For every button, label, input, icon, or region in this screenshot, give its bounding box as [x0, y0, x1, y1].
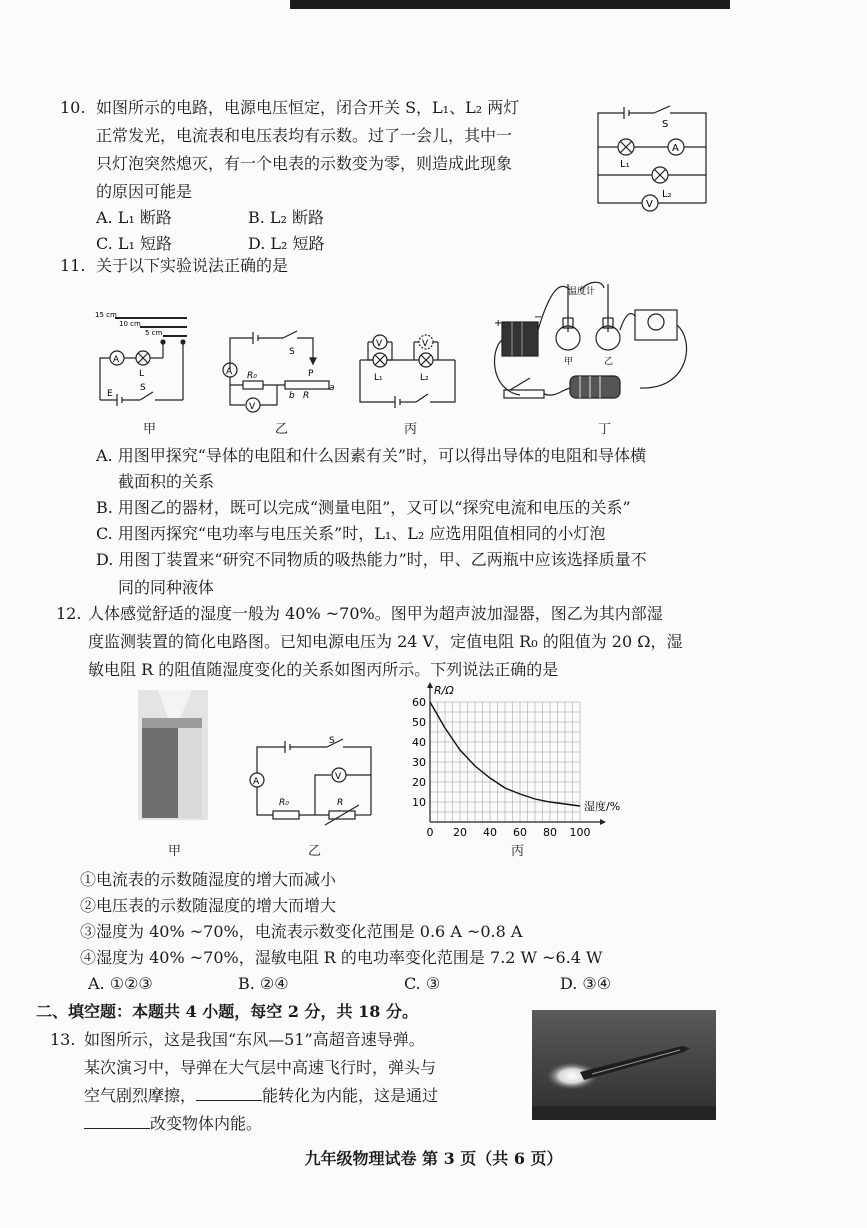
q13-text-end: 改变物体内能。 [150, 1114, 263, 1133]
q11-yi-label-a-end: a [329, 383, 335, 393]
q12-circuit-label-v: V [335, 772, 342, 782]
q11-yi-label-v: V [249, 402, 256, 412]
q12-number: 12. [56, 604, 82, 623]
chart-y-tick-label: 20 [412, 776, 426, 789]
q11-option-a[interactable]: A. 用图甲探究“导体的电阻和什么因素有关”时，可以得出导体的电阻和导体横 [96, 446, 647, 465]
q12-caption-jia: 甲 [168, 844, 182, 859]
q11-option-c[interactable]: C. 用图丙探究“电功率与电压关系”时，L₁、L₂ 应选用阻值相同的小灯泡 [96, 524, 606, 543]
q11-figure-bing [360, 330, 460, 410]
chart-y-tick-label: 50 [412, 716, 426, 729]
q12-stem-line: 敏电阻 R 的阻值随湿度变化的关系如图丙所示。下列说法正确的是 [88, 660, 559, 679]
chart-x-tick-label: 20 [453, 826, 467, 839]
chart-x-axis-arrow [600, 819, 606, 825]
chart-x-tick-label: 100 [569, 826, 591, 839]
q11-number: 11. [60, 256, 86, 275]
section-2-heading: 二、填空题：本题共 4 小题，每空 2 分，共 18 分。 [36, 1002, 418, 1021]
q13-stem-line: 如图所示，这是我国“东风—51”高超音速导弹。 [84, 1030, 425, 1049]
q11-jia-label-a: A [113, 355, 120, 365]
q11-ding-label-plus: + [494, 318, 503, 329]
q12-statement-2: ②电压表的示数随湿度的增大而增大 [80, 896, 337, 915]
q10-option-a[interactable]: A. L₁ 断路 [96, 208, 172, 227]
q11-figure-jia [95, 310, 195, 410]
scan-edge-bar [290, 0, 730, 9]
q10-number: 10. [60, 98, 86, 117]
q13-blank-2[interactable] [84, 1110, 150, 1129]
q11-bing-label-v1: V [376, 339, 383, 349]
q11-yi-label-r0: R₀ [247, 371, 257, 381]
q11-figure-ding [490, 280, 700, 415]
q12-stem-line: 度监测装置的简化电路图。已知电源电压为 24 V，定值电阻 R₀ 的阻值为 20 Ω，湿 [88, 632, 683, 651]
chart-y-axis-label: R/Ω [434, 684, 454, 697]
q11-option-b[interactable]: B. 用图乙的器材，既可以完成“测量电阻”，又可以“探究电流和电压的关系” [96, 498, 631, 517]
q12-statement-1: ①电流表的示数随湿度的增大而减小 [80, 870, 337, 889]
q13-missile-photo [532, 1010, 716, 1120]
q11-figure-yi [215, 330, 335, 420]
q11-option-a-cont: 截面积的关系 [118, 472, 215, 491]
q13-text-after-blank: 能转化为内能，这是通过 [262, 1086, 439, 1105]
q10-label-v: V [646, 199, 653, 210]
q11-caption-ding: 丁 [598, 422, 612, 437]
q10-label-l1: L₁ [620, 159, 630, 170]
q10-option-c[interactable]: C. L₁ 短路 [96, 234, 172, 253]
q11-ding-label-thermometer: 温度计 [568, 287, 596, 297]
q12-circuit-label-s: S [329, 736, 335, 746]
q10-circuit-diagram [590, 105, 715, 220]
q13-stem-line: 某次演习中，导弹在大气层中高速飞行时，弹头与 [84, 1058, 437, 1077]
q10-stem-line: 正常发光，电流表和电压表均有示数。过了一会儿，其中一 [96, 126, 513, 145]
q12-circuit-diagram [245, 735, 375, 827]
q12-statement-3: ③湿度为 40% ~70%，电流表示数变化范围是 0.6 A ~0.8 A [80, 922, 523, 941]
q11-yi-label-p: P [308, 369, 314, 379]
q11-bing-label-v2: V [422, 339, 429, 349]
q12-option-d[interactable]: D. ③④ [560, 974, 612, 993]
chart-y-tick-label: 40 [412, 736, 426, 749]
q11-jia-label-l: L [139, 369, 145, 379]
q11-bing-label-l2: L₂ [420, 373, 429, 383]
q11-jia-label-s: S [140, 383, 146, 393]
chart-y-tick-label: 10 [412, 796, 426, 809]
q11-stem: 关于以下实验说法正确的是 [96, 256, 289, 275]
q11-yi-label-a: A [226, 367, 233, 377]
chart-x-axis-label: 湿度/% [584, 800, 621, 813]
q12-circuit-label-r0: R₀ [279, 798, 289, 808]
q12-stem-line: 人体感觉舒适的湿度一般为 40% ~70%。图甲为超声波加湿器，图乙为其内部湿 [88, 604, 663, 623]
q11-yi-label-b: b [289, 391, 295, 401]
q10-stem-line: 的原因可能是 [96, 182, 193, 201]
q13-number: 13. [50, 1030, 76, 1049]
q11-jia-length-15: 15 cm [95, 311, 117, 319]
chart-x-tick-label: 40 [483, 826, 497, 839]
q11-ding-label-yi: 乙 [604, 357, 614, 367]
q12-circuit-label-r: R [337, 798, 344, 808]
q12-option-a[interactable]: A. ①②③ [88, 974, 153, 993]
q11-option-d[interactable]: D. 用图丁装置来“研究不同物质的吸热能力”时，甲、乙两瓶中应该选择质量不 [96, 550, 647, 569]
q11-ding-label-jia: 甲 [564, 357, 574, 367]
q11-caption-yi: 乙 [275, 422, 289, 437]
q10-label-a: A [672, 143, 679, 154]
page-footer: 九年级物理试卷 第 3 页（共 6 页） [304, 1149, 563, 1168]
q13-stem-line-3 [84, 1082, 438, 1108]
q10-option-d[interactable]: D. L₂ 短路 [248, 234, 325, 253]
q11-ding-label-minus: − [534, 312, 543, 323]
chart-x-tick-label: 80 [543, 826, 557, 839]
q12-option-c[interactable]: C. ③ [404, 974, 441, 993]
chart-y-tick-label: 30 [412, 756, 426, 769]
q11-caption-bing: 丙 [404, 422, 418, 437]
chart-y-axis-arrow [427, 682, 433, 688]
q11-bing-label-l1: L₁ [374, 373, 383, 383]
q13-blank-1[interactable] [196, 1082, 262, 1101]
q13-stem-line-4 [84, 1110, 262, 1136]
q11-jia-length-10: 10 cm [119, 320, 141, 328]
q11-option-d-cont: 同的同种液体 [118, 578, 215, 597]
q11-caption-jia: 甲 [143, 422, 157, 437]
q11-yi-label-r: R [303, 391, 310, 401]
q12-statement-4: ④湿度为 40% ~70%，湿敏电阻 R 的电功率变化范围是 7.2 W ~6.4 W [80, 948, 603, 967]
q10-label-l2: L₂ [662, 189, 672, 200]
chart-y-tick-label: 60 [412, 696, 426, 709]
q13-text-before-blank: 空气剧烈摩擦， [84, 1086, 197, 1105]
q12-circuit-label-a: A [253, 777, 260, 787]
q12-option-b[interactable]: B. ②④ [238, 974, 289, 993]
q11-jia-label-e: E [107, 389, 113, 399]
q12-humidifier-photo [138, 690, 208, 820]
q12-resistance-humidity-chart [405, 682, 665, 842]
chart-x-tick-label: 0 [426, 826, 434, 839]
q10-stem-line: 如图所示的电路，电源电压恒定，闭合开关 S，L₁、L₂ 两灯 [96, 98, 520, 117]
q11-jia-length-5: 5 cm [145, 329, 163, 337]
q10-stem-line: 只灯泡突然熄灭，有一个电表的示数变为零，则造成此现象 [96, 154, 513, 173]
q12-caption-yi: 乙 [308, 844, 322, 859]
q11-yi-label-s: S [289, 347, 295, 357]
chart-x-tick-label: 60 [513, 826, 527, 839]
q12-caption-bing: 丙 [511, 844, 525, 859]
q10-option-b[interactable]: B. L₂ 断路 [248, 208, 325, 227]
q10-label-s: S [662, 119, 669, 130]
